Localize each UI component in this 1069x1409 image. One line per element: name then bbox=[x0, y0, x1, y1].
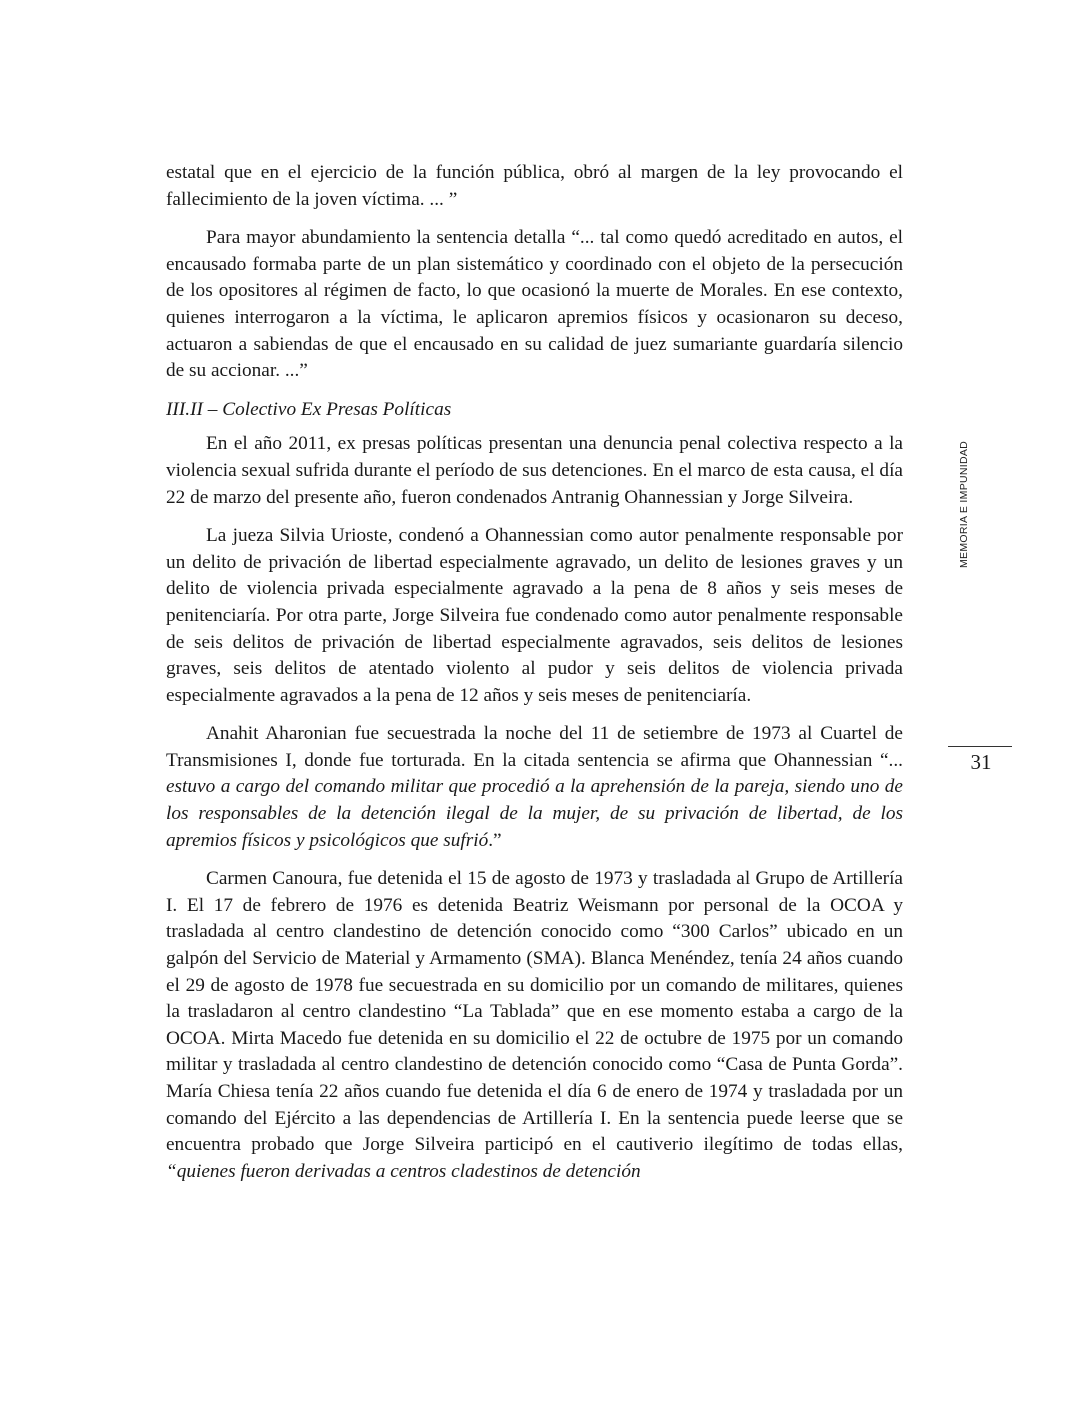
paragraph-4: La jueza Silvia Urioste, condenó a Ohannessian como autor penalmente responsable por un delito de privación de libertad especialmente agravado, un delito de lesiones graves y un delito de violencia privada especialmente agravado a la pena de 8 años y seis meses de penitenciaría. Por otra parte, Jorge Silveira fue condenado como autor penalmente responsable de seis delitos de privación de libertad especialmente agravados, seis delitos de lesiones graves, seis delitos de atentado violento al pudor y seis delitos de violencia privada especialmente agravados a la pena de 12 años y seis meses de penitenciaría. bbox=[166, 525, 903, 706]
paragraph-5-quote: estuvo a cargo del comando militar que procedió a la aprehensión de la pareja, siendo uno de los responsables de la detención ilegal de la mujer, de su privación de libertad, de los apremios físicos y psicológicos que sufrió bbox=[166, 776, 903, 851]
page-number-rule bbox=[948, 746, 1012, 747]
running-side-title bbox=[958, 420, 974, 568]
running-side-title-text: MEMORIA E IMPUNIDAD bbox=[958, 440, 970, 568]
paragraph-3: En el año 2011, ex presas políticas presentan una denuncia penal colectiva respecto a la violencia sexual sufrida durante el período de sus detenciones. En el marco de esta causa, el día 22 de marzo del presente año, fueron condenados Antranig Ohannessian y Jorge Silveira. bbox=[166, 433, 903, 508]
paragraph-5-text: Anahit Aharonian fue secuestrada la noche del 11 de setiembre de 1973 al Cuartel de Transmisiones I, donde fue torturada. En la citada sentencia se afirma que Ohannessian “... bbox=[166, 723, 903, 771]
paragraph-1: estatal que en el ejercicio de la función pública, obró al margen de la ley provocando el fallecimiento de la joven víctima. ... ” bbox=[166, 162, 903, 210]
page-number: 31 bbox=[970, 750, 992, 774]
section-heading: III.II – Colectivo Ex Presas Políticas bbox=[166, 398, 452, 420]
body-text bbox=[166, 160, 903, 1197]
paragraph-5-close: .” bbox=[488, 829, 502, 851]
paragraph-2: Para mayor abundamiento la sentencia detalla “... tal como quedó acreditado en autos, el encausado formaba parte de un plan sistemático y coordinado con el objeto de la persecución de los opositores al régimen de facto, lo que ocasionó la muerte de Morales. En ese contexto, quienes interrogaron a la víctima, le aplicaron apremios físicos y ocasionaron su deceso, actuaron a sabiendas de que el encausado en su calidad de juez sumariante guardaría silencio de su accionar. ...” bbox=[166, 227, 903, 382]
paragraph-6-text: Carmen Canoura, fue detenida el 15 de agosto de 1973 y trasladada al Grupo de Artillería I. El 17 de febrero de 1976 es detenida Beatriz Weismann por personal de la OCOA y trasladada al centro clandestino de detención conocido como “300 Carlos” ubicado en un galpón del Servicio de Material y Armamento (SMA). Blanca Menéndez, tenía 24 años cuando el 29 de agosto de 1978 fue secuestrada en su domicilio por un comando de militares, quienes la trasladaron al centro clandestino “La Tablada” que en ese momento estaba a cargo de la OCOA. Mirta Macedo fue detenida en su domicilio el 22 de octubre de 1975 por un comando militar y trasladada al centro clandestino de detención conocido como “Casa de Punta Gorda”. María Chiesa tenía 22 años cuando fue detenida el día 6 de enero de 1974 y trasladada por un comando del Ejército a las dependencias de Artillería I. En la sentencia puede leerse que se encuentra probado que Jorge Silveira participó en el cautiverio ilegítimo de todas ellas, bbox=[166, 868, 903, 1156]
paragraph-5 bbox=[166, 721, 903, 854]
paragraph-6-quote: “quienes fueron derivadas a centros cladestinos de detención bbox=[166, 1160, 641, 1182]
paragraph-6 bbox=[166, 866, 903, 1185]
